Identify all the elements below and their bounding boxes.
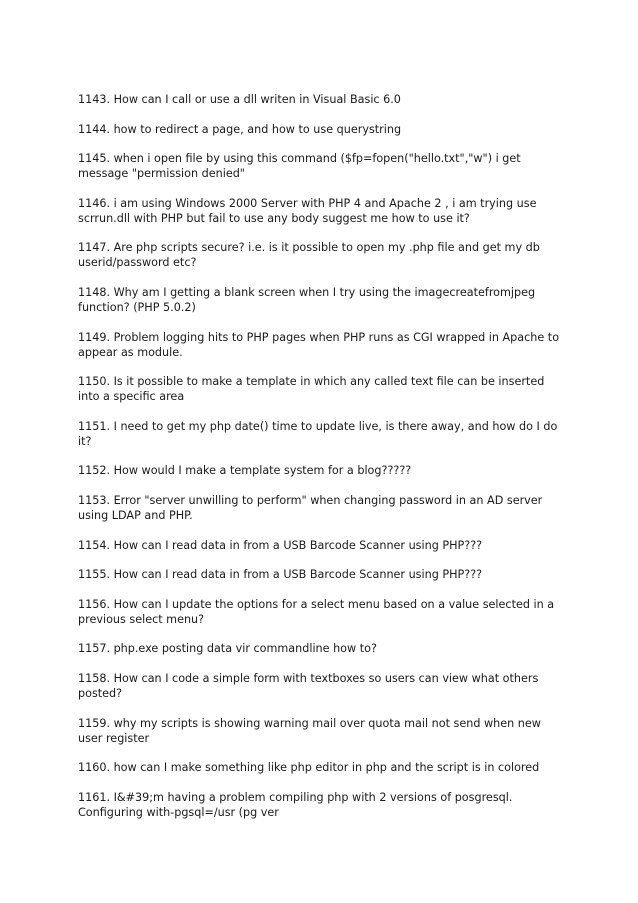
- question-list: [78, 92, 568, 834]
- list-item: 1156. How can I update the options for a select menu based on a value selected in a previous select menu?: [78, 597, 555, 626]
- list-item: 1144. how to redirect a page, and how to use querystring: [78, 122, 402, 136]
- list-item: 1154. How can I read data in from a USB Barcode Scanner using PHP???: [78, 538, 483, 552]
- list-item: 1145. when i open file by using this command ($fp=fopen("hello.txt","w") i get message "permission denied": [78, 152, 521, 181]
- list-item: 1161. I&#39;m having a problem compiling php with 2 versions of posgresql. Configuring with-pgsql=/usr (pg ver: [78, 790, 513, 819]
- list-item: 1157. php.exe posting data vir commandline how to?: [78, 642, 377, 656]
- list-item: 1159. why my scripts is showing warning mail over quota mail not send when new user register: [78, 716, 541, 745]
- list-item: 1147. Are php scripts secure? i.e. is it possible to open my .php file and get my db userid/password etc?: [78, 241, 540, 270]
- list-item: 1146. i am using Windows 2000 Server with PHP 4 and Apache 2 , i am trying use scrrun.dll with PHP but fail to use any body suggest me how to use it?: [78, 196, 537, 225]
- list-item: 1152. How would I make a template system for a blog?????: [78, 464, 412, 478]
- list-item: 1143. How can I call or use a dll writen in Visual Basic 6.0: [78, 93, 401, 106]
- list-item: 1148. Why am I getting a blank screen when I try using the imagecreatefromjpeg function? (PHP 5.0.2): [78, 285, 536, 314]
- list-item: 1151. I need to get my php date() time to update live, is there away, and how do I do it?: [78, 419, 558, 448]
- list-item: 1160. how can I make something like php editor in php and the script is in colored: [78, 761, 540, 775]
- list-item: 1149. Problem logging hits to PHP pages when PHP runs as CGI wrapped in Apache to appear as module.: [78, 330, 560, 359]
- list-item: 1150. Is it possible to make a template in which any called text file can be inserted into a specific area: [78, 375, 545, 404]
- list-item: 1155. How can I read data in from a USB Barcode Scanner using PHP???: [78, 568, 483, 582]
- list-item: 1153. Error "server unwilling to perform" when changing password in an AD server using LDAP and PHP.: [78, 493, 543, 522]
- list-item: 1158. How can I code a simple form with textboxes so users can view what others posted?: [78, 671, 539, 700]
